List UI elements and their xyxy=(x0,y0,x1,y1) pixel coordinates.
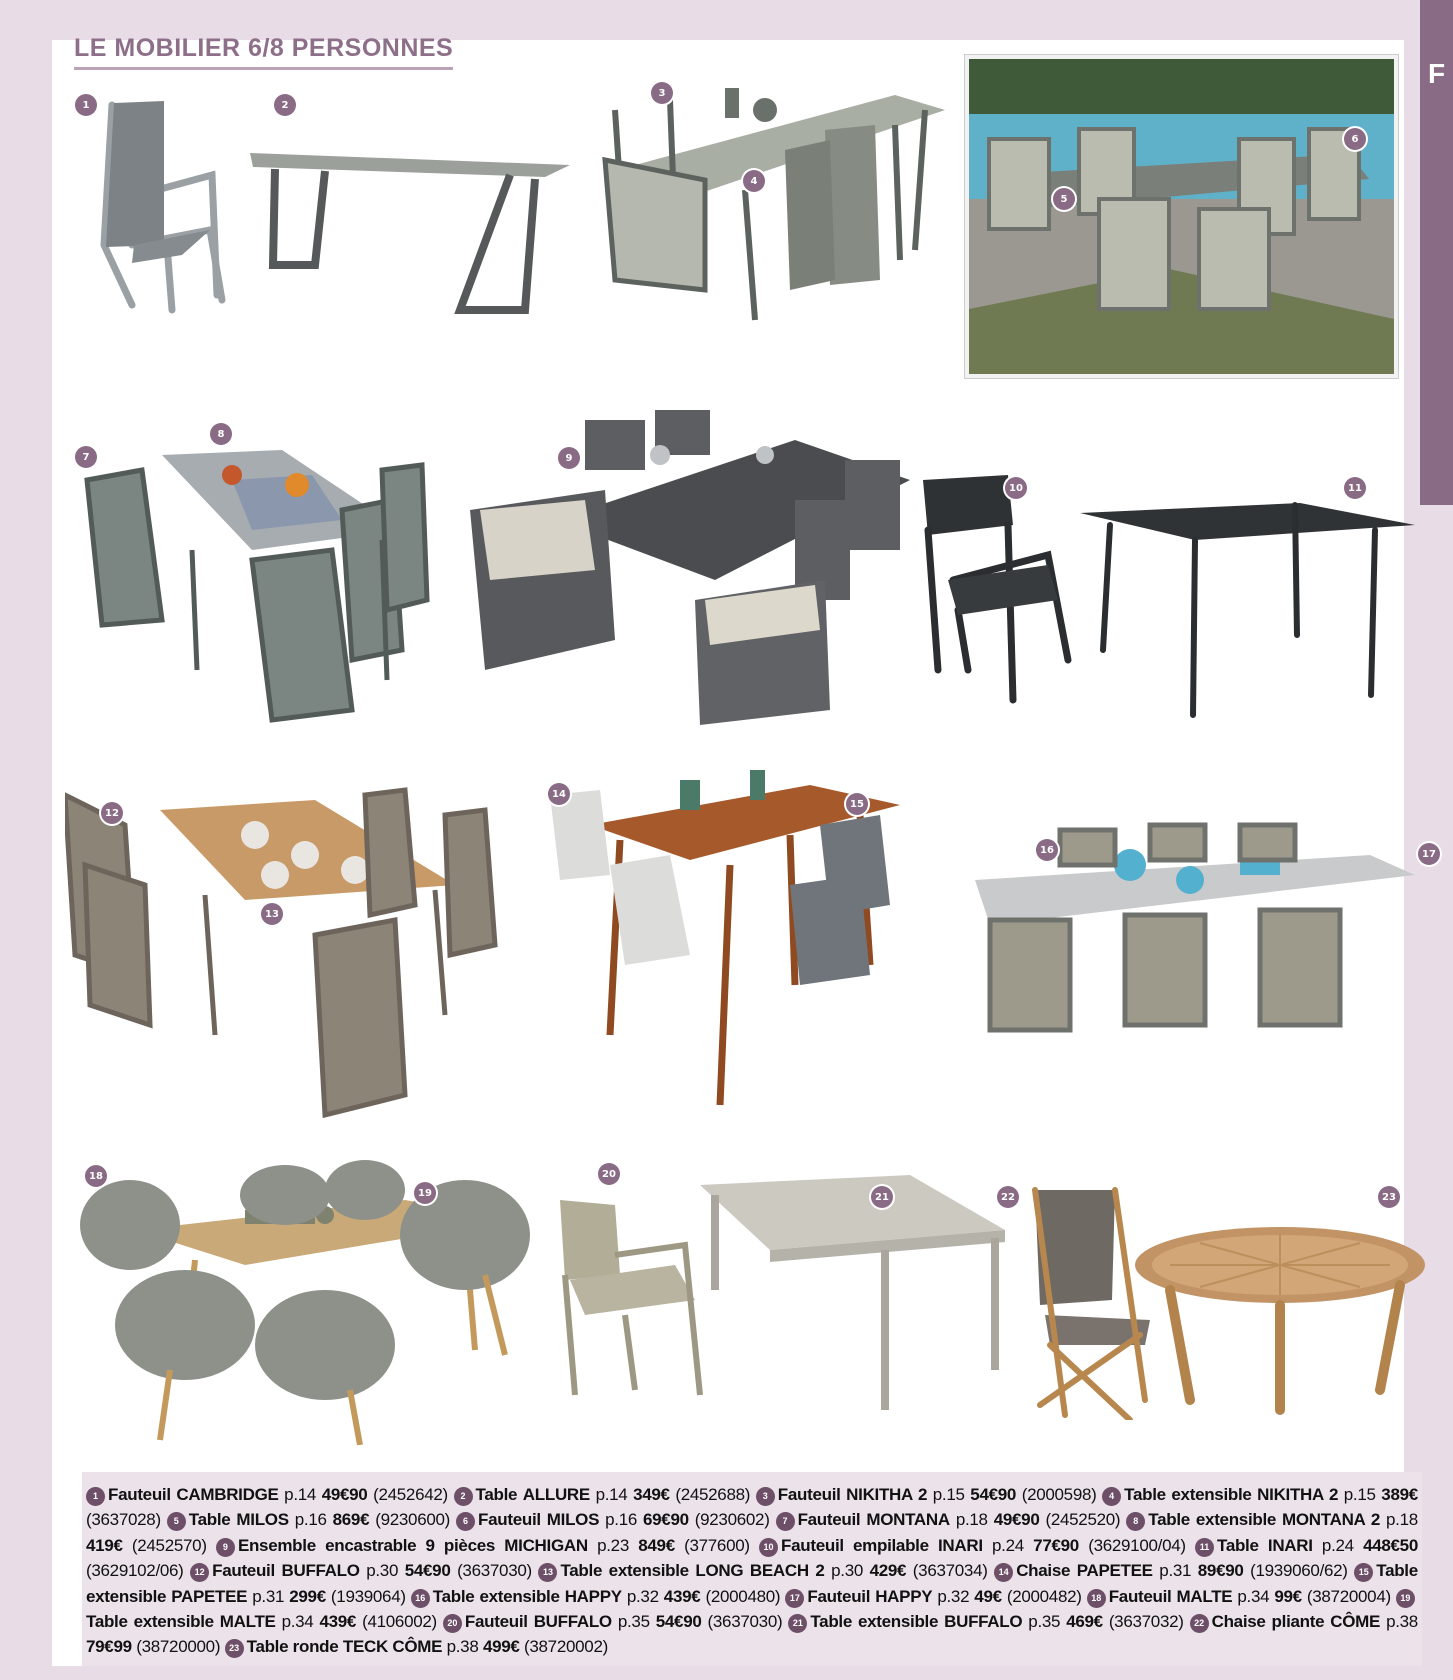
page-title: LE MOBILIER 6/8 PERSONNES xyxy=(74,34,453,70)
product-image-montana-set xyxy=(82,420,452,740)
legend-item-price: 69€90 xyxy=(643,1510,689,1530)
legend-item-type: Ensemble encastrable 9 pièces xyxy=(237,1535,496,1555)
product-legend xyxy=(82,1472,1422,1666)
legend-item-name: MILOS xyxy=(546,1510,600,1530)
legend-item-price: 99€ xyxy=(1274,1586,1302,1606)
legend-item-type: Table extensible xyxy=(86,1612,214,1632)
legend-item-type: Fauteuil xyxy=(212,1561,275,1581)
legend-item xyxy=(86,1485,448,1504)
legend-item-ref: (38720000) xyxy=(136,1637,221,1657)
legend-item-price: 349€ xyxy=(633,1485,670,1504)
legend-item-number: 11 xyxy=(1195,1538,1214,1557)
legend-item-name: MICHIGAN xyxy=(504,1535,588,1555)
legend-item-number: 6 xyxy=(456,1512,475,1531)
legend-item-type: Table xyxy=(1217,1535,1259,1555)
legend-item-page: p.38 xyxy=(1386,1612,1418,1632)
legend-item-price: 439€ xyxy=(663,1586,701,1606)
legend-item-ref: (38720002) xyxy=(524,1637,608,1657)
item-badge-9: 9 xyxy=(558,447,580,469)
item-badge-1: 1 xyxy=(75,94,97,116)
legend-item-price: 54€90 xyxy=(970,1485,1017,1504)
legend-item-name: NIKITHA 2 xyxy=(846,1485,928,1504)
legend-item-number: 21 xyxy=(788,1614,807,1633)
legend-item-type: Fauteuil xyxy=(777,1485,841,1504)
legend-item-number: 2 xyxy=(454,1487,473,1506)
legend-item-number: 18 xyxy=(1087,1589,1106,1608)
legend-item xyxy=(759,1536,1186,1555)
legend-item-page: p.34 xyxy=(281,1612,314,1632)
legend-item-number: 9 xyxy=(216,1538,235,1557)
product-image-malte-set xyxy=(75,1160,545,1445)
legend-item xyxy=(454,1485,751,1504)
legend-item-name: NIKITHA 2 xyxy=(1257,1485,1339,1504)
legend-item-price: 79€99 xyxy=(86,1637,132,1657)
legend-item-page: p.38 xyxy=(446,1637,479,1657)
legend-item-page: p.23 xyxy=(597,1535,629,1555)
legend-item-type: Table xyxy=(475,1485,518,1504)
legend-item-name: MILOS xyxy=(236,1510,289,1530)
legend-item-number: 14 xyxy=(994,1563,1013,1582)
side-tab xyxy=(1420,0,1453,505)
legend-text xyxy=(86,1482,1418,1660)
legend-item-type: Table extensible xyxy=(560,1561,689,1581)
legend-item-number: 15 xyxy=(1354,1563,1373,1582)
legend-item-ref: (2452688) xyxy=(675,1485,751,1504)
legend-item-ref: (2000482) xyxy=(1006,1586,1082,1606)
item-badge-20: 20 xyxy=(598,1163,620,1185)
legend-item-type: Table extensible xyxy=(1124,1485,1252,1504)
legend-item-page: p.32 xyxy=(937,1586,970,1606)
legend-item-price: 499€ xyxy=(482,1637,520,1657)
product-image-table-buffalo xyxy=(695,1170,1010,1415)
legend-item xyxy=(411,1587,781,1606)
legend-item-price: 89€90 xyxy=(1197,1561,1244,1581)
item-badge-16: 16 xyxy=(1036,839,1058,861)
legend-item-price: 389€ xyxy=(1381,1485,1418,1504)
item-badge-18: 18 xyxy=(85,1165,107,1187)
legend-item-ref: (1939064) xyxy=(330,1586,406,1606)
legend-item-type: Fauteuil xyxy=(108,1485,171,1504)
product-image-round-table-teck-come xyxy=(1130,1225,1435,1415)
legend-item-ref: (9230602) xyxy=(694,1510,770,1530)
legend-item-page: p.30 xyxy=(366,1561,399,1581)
legend-item-page: p.35 xyxy=(1028,1612,1061,1632)
item-badge-5: 5 xyxy=(1053,188,1075,210)
legend-item xyxy=(538,1561,987,1580)
legend-item-page: p.35 xyxy=(617,1612,650,1632)
legend-item-type: Fauteuil xyxy=(807,1586,871,1606)
legend-item-ref: (3637032) xyxy=(1108,1612,1184,1632)
legend-item-page: p.15 xyxy=(932,1485,965,1504)
legend-item-type: Table xyxy=(188,1510,231,1530)
legend-item-type: Table ronde xyxy=(246,1637,339,1657)
legend-item-page: p.34 xyxy=(1237,1586,1270,1606)
legend-item-price: 849€ xyxy=(638,1535,675,1555)
legend-item-ref: (3629102/06) xyxy=(86,1561,184,1581)
legend-item-type: Table extensible xyxy=(810,1612,939,1632)
legend-item-type: Fauteuil empilable xyxy=(781,1535,929,1555)
legend-item-number: 3 xyxy=(756,1487,775,1506)
legend-item-page: p.31 xyxy=(1159,1561,1192,1581)
legend-item xyxy=(785,1587,1081,1606)
legend-item-name: BUFFALO xyxy=(944,1612,1023,1632)
product-image-table-allure xyxy=(245,145,575,320)
product-image-armchair-cambridge xyxy=(92,95,232,320)
legend-item-name: LONG BEACH 2 xyxy=(695,1561,825,1581)
legend-item-ref: (2000598) xyxy=(1021,1485,1097,1504)
legend-item xyxy=(190,1561,532,1580)
legend-item-type: Table extensible xyxy=(432,1586,560,1606)
legend-item-name: PAPETEE xyxy=(1076,1561,1153,1581)
item-badge-13: 13 xyxy=(261,903,283,925)
item-badge-3: 3 xyxy=(651,82,673,104)
legend-item-name: CAMBRIDGE xyxy=(176,1485,279,1504)
legend-item-price: 49€90 xyxy=(993,1510,1040,1530)
legend-item-name: INARI xyxy=(938,1535,983,1555)
item-badge-22: 22 xyxy=(997,1186,1019,1208)
legend-item-ref: (3637028) xyxy=(86,1510,161,1530)
product-image-nikitha-set xyxy=(595,80,955,345)
legend-item-page: p.24 xyxy=(1321,1535,1354,1555)
legend-item-type: Table extensible xyxy=(1148,1510,1277,1530)
legend-item xyxy=(756,1485,1097,1504)
legend-item-page: p.32 xyxy=(626,1586,659,1606)
product-image-buffalo-long-beach-set xyxy=(65,775,535,1125)
legend-item-name: ALLURE xyxy=(522,1485,590,1504)
legend-item-number: 13 xyxy=(538,1563,557,1582)
legend-item-price: 54€90 xyxy=(404,1561,451,1581)
legend-item-price: 49€ xyxy=(974,1586,1002,1606)
product-image-michigan-set xyxy=(465,400,910,730)
item-badge-10: 10 xyxy=(1005,477,1027,499)
item-badge-2: 2 xyxy=(274,94,296,116)
legend-item-number: 23 xyxy=(225,1639,244,1658)
product-image-papetee-set xyxy=(540,765,935,1125)
legend-item xyxy=(167,1510,450,1529)
legend-item-ref: (4106002) xyxy=(362,1612,437,1632)
legend-item xyxy=(456,1510,770,1529)
item-badge-21: 21 xyxy=(871,1186,893,1208)
legend-item-number: 8 xyxy=(1126,1512,1145,1531)
legend-item-name: CÔME xyxy=(1330,1612,1381,1632)
item-badge-17: 17 xyxy=(1418,843,1440,865)
legend-item-number: 10 xyxy=(759,1538,778,1557)
item-badge-8: 8 xyxy=(210,423,232,445)
legend-item-number: 20 xyxy=(443,1614,462,1633)
legend-item-ref: (3629100/04) xyxy=(1088,1535,1186,1555)
legend-item-name: MONTANA 2 xyxy=(1282,1510,1381,1530)
legend-item-price: 448€50 xyxy=(1363,1535,1418,1555)
legend-item xyxy=(225,1637,608,1656)
legend-item-name: BUFFALO xyxy=(281,1561,360,1581)
legend-item xyxy=(788,1612,1183,1631)
legend-item-ref: (3637034) xyxy=(912,1561,988,1581)
legend-item-price: 419€ xyxy=(86,1535,123,1555)
legend-item xyxy=(1087,1587,1391,1606)
legend-item-type: Fauteuil xyxy=(1108,1586,1172,1606)
legend-item-number: 1 xyxy=(86,1487,105,1506)
legend-item-name: HAPPY xyxy=(564,1586,622,1606)
product-image-armchair-buffalo xyxy=(555,1195,710,1400)
legend-item-ref: (2452642) xyxy=(373,1485,448,1504)
legend-item-name: TECK CÔME xyxy=(342,1637,443,1657)
side-tab-glyph: F xyxy=(1428,58,1446,89)
legend-item xyxy=(216,1536,750,1555)
item-badge-12: 12 xyxy=(101,802,123,824)
legend-item-ref: (377600) xyxy=(684,1535,750,1555)
legend-item-name: BUFFALO xyxy=(533,1612,612,1632)
legend-item-price: 54€90 xyxy=(655,1612,702,1632)
legend-item-type: Chaise xyxy=(1016,1561,1071,1581)
item-badge-19: 19 xyxy=(414,1182,436,1204)
legend-item-price: 49€90 xyxy=(321,1485,368,1504)
legend-item-ref: (38720004) xyxy=(1306,1586,1391,1606)
legend-item-price: 77€90 xyxy=(1033,1535,1079,1555)
legend-item-number: 17 xyxy=(785,1589,804,1608)
item-badge-23: 23 xyxy=(1378,1186,1400,1208)
legend-item-ref: (9230600) xyxy=(375,1510,451,1530)
legend-item xyxy=(994,1561,1347,1580)
item-badge-6: 6 xyxy=(1344,128,1366,150)
legend-item-page: p.18 xyxy=(955,1510,988,1530)
legend-item-number: 12 xyxy=(190,1563,209,1582)
item-badge-7: 7 xyxy=(75,446,97,468)
legend-item-page: p.24 xyxy=(992,1535,1024,1555)
legend-item-name: MALTE xyxy=(219,1612,276,1632)
legend-item-type: Chaise pliante xyxy=(1211,1612,1325,1632)
legend-item-number: 19 xyxy=(1396,1589,1415,1608)
legend-item-name: MALTE xyxy=(1176,1586,1233,1606)
legend-item-ref: (2000480) xyxy=(705,1586,781,1606)
legend-item-page: p.31 xyxy=(252,1586,285,1606)
legend-item-name: PAPETEE xyxy=(171,1586,248,1606)
legend-item-type: Fauteuil xyxy=(478,1510,541,1530)
legend-item-name: HAPPY xyxy=(875,1586,933,1606)
legend-item-page: p.16 xyxy=(605,1510,638,1530)
legend-item-number: 5 xyxy=(167,1512,186,1531)
legend-item xyxy=(443,1612,782,1631)
legend-item-page: p.18 xyxy=(1386,1510,1418,1530)
legend-item-page: p.15 xyxy=(1343,1485,1376,1504)
legend-item-ref: (3637030) xyxy=(707,1612,783,1632)
legend-item-number: 7 xyxy=(776,1512,795,1531)
legend-item xyxy=(776,1510,1121,1529)
legend-item-price: 439€ xyxy=(319,1612,357,1632)
legend-item-price: 299€ xyxy=(289,1586,326,1606)
product-image-armchair-inari xyxy=(918,470,1093,710)
legend-item-page: p.16 xyxy=(294,1510,327,1530)
legend-item-page: p.30 xyxy=(831,1561,864,1581)
legend-item-ref: (1939060/62) xyxy=(1250,1561,1348,1581)
legend-item-price: 429€ xyxy=(869,1561,907,1581)
legend-item-name: INARI xyxy=(1267,1535,1313,1555)
item-badge-14: 14 xyxy=(548,783,570,805)
legend-item-number: 22 xyxy=(1190,1614,1209,1633)
legend-item-page: p.14 xyxy=(284,1485,317,1504)
legend-item-type: Fauteuil xyxy=(464,1612,528,1632)
item-badge-15: 15 xyxy=(846,793,868,815)
legend-item-ref: (3637030) xyxy=(457,1561,532,1581)
product-image-milos-poolside xyxy=(965,55,1398,378)
item-badge-11: 11 xyxy=(1344,477,1366,499)
legend-item-number: 4 xyxy=(1102,1487,1121,1506)
legend-item-type: Table extensible xyxy=(86,1561,1418,1606)
legend-item-ref: (2452570) xyxy=(131,1535,207,1555)
item-badge-4: 4 xyxy=(743,170,765,192)
legend-item-price: 469€ xyxy=(1066,1612,1103,1632)
legend-item-number: 16 xyxy=(411,1589,430,1608)
legend-item-type: Fauteuil xyxy=(797,1510,861,1530)
legend-item-name: MONTANA xyxy=(866,1510,950,1530)
legend-item-price: 869€ xyxy=(332,1510,370,1530)
product-image-happy-set xyxy=(950,810,1420,1080)
product-image-table-inari xyxy=(1075,495,1415,720)
legend-item-page: p.14 xyxy=(595,1485,628,1504)
legend-item-ref: (2452520) xyxy=(1045,1510,1121,1530)
